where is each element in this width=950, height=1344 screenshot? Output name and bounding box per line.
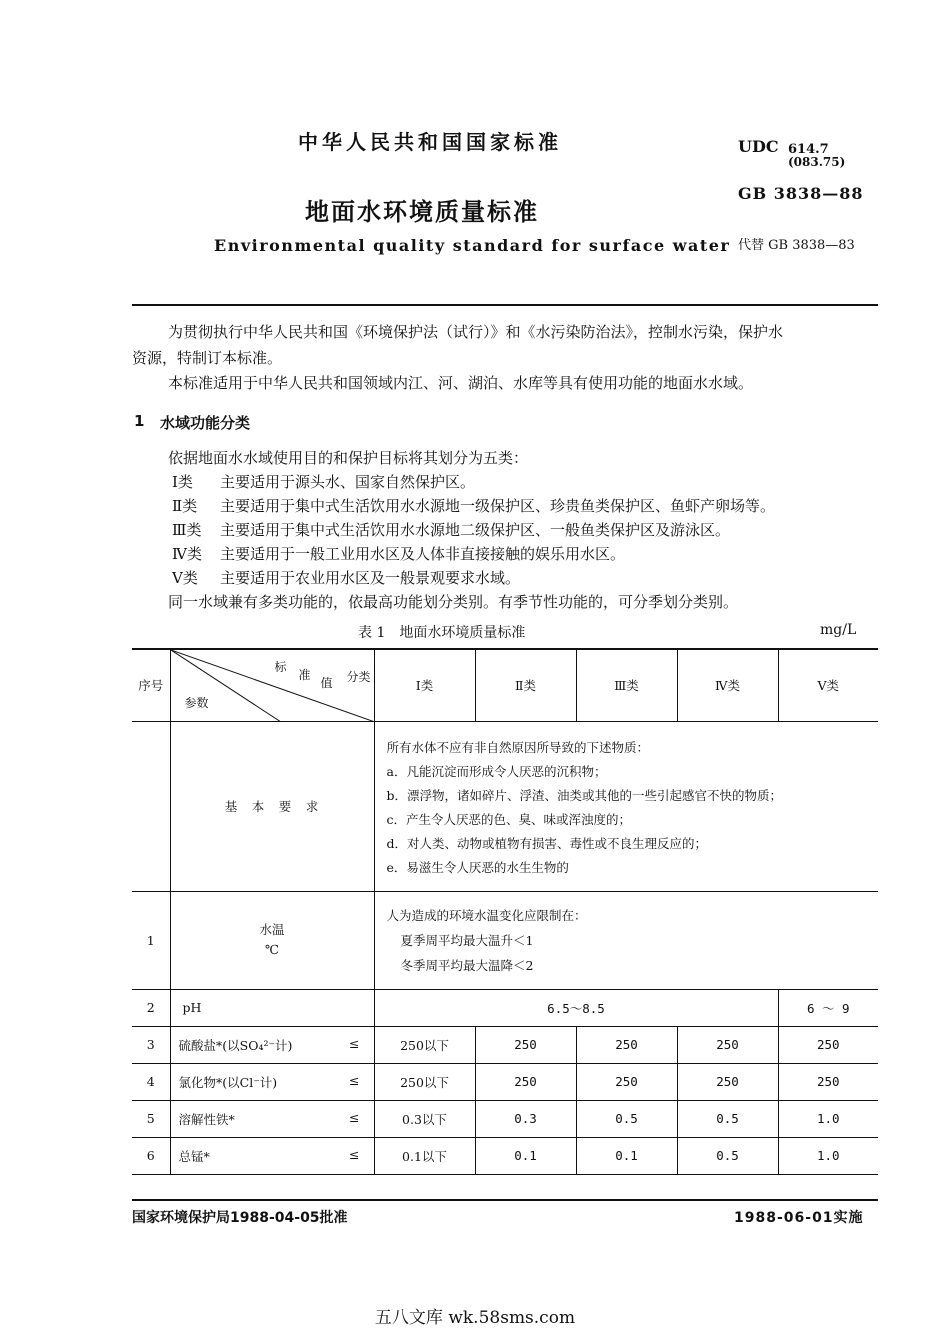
temp-lead: 人为造成的环境水温变化应限制在： [386, 907, 587, 923]
section-title: 水域功能分类 [160, 414, 251, 432]
intro-paragraph-1: 为贯彻执行中华人民共和国《环境保护法（试行）》和《水污染防治法》，控制水污染，保护水 [168, 323, 784, 341]
row-value: 1.0 [778, 1137, 878, 1174]
table-header-row [132, 649, 878, 721]
table-row [132, 1137, 878, 1174]
temp-description [374, 891, 878, 989]
approval-note: 国家环境保护局1988-04-05批准 [132, 1210, 348, 1226]
basic-item: e．易滋生令人厌恶的水生生物的 [386, 859, 569, 875]
table-row [132, 1026, 878, 1063]
diag-std2: 准 [298, 668, 311, 682]
row-value: 250以下 [374, 1063, 475, 1100]
diag-val: 值 [320, 676, 333, 690]
basic-item: c．产生令人厌恶的色、臭、味或浑浊度的； [386, 811, 632, 827]
row-value: 0.3以下 [374, 1100, 475, 1137]
header-class-5: Ⅴ类 [778, 649, 878, 721]
replaces-note: 代替 GB 3838—83 [738, 238, 855, 253]
class-label: Ⅱ类 [172, 497, 198, 515]
row-value: 0.5 [677, 1100, 778, 1137]
header-rule [132, 304, 878, 306]
class-text: 主要适用于集中式生活饮用水水源地一级保护区、珍贵鱼类保护区、鱼虾产卵场等。 [220, 497, 776, 515]
ph-seq: 2 [132, 989, 170, 1026]
row-op: ≤ [349, 1072, 360, 1088]
row-value: 0.1 [576, 1137, 677, 1174]
row-value: 250 [677, 1063, 778, 1100]
water-quality-table [132, 648, 878, 1175]
udc-sub: (083.75) [788, 155, 846, 169]
effective-date: 1988-06-01实施 [734, 1210, 864, 1226]
basic-item: d．对人类、动物或植物有损害、毒性或不良生理反应的； [386, 835, 708, 851]
row-param-cell [170, 1100, 374, 1137]
intro-paragraph-1-cont: 资源，特制订本标准。 [132, 349, 283, 367]
header-class-1: Ⅰ类 [374, 649, 475, 721]
row-value: 250 [778, 1063, 878, 1100]
ph-row [132, 989, 878, 1026]
class-label: Ⅲ类 [172, 521, 202, 539]
row-value: 0.5 [576, 1100, 677, 1137]
row-op: ≤ [349, 1109, 360, 1125]
udc-label: UDC [738, 137, 779, 156]
row-param: 总锰* [178, 1148, 210, 1164]
row-param-cell [170, 1137, 374, 1174]
row-value: 250 [475, 1026, 576, 1063]
class-label: Ⅳ类 [172, 545, 202, 563]
row-value: 0.1以下 [374, 1137, 475, 1174]
section-number: 1 [134, 412, 145, 430]
diagonal-lines [171, 650, 375, 722]
basic-lead: 所有水体不应有非自然原因所导致的下述物质： [386, 739, 650, 755]
row-param-cell [170, 1063, 374, 1100]
ph-range-1-4: 6.5～8.5 [374, 989, 778, 1026]
row-value: 250 [677, 1026, 778, 1063]
basic-item: a．凡能沉淀而形成令人厌恶的沉积物； [386, 763, 607, 779]
table-row [132, 1063, 878, 1100]
intro-paragraph-2: 本标准适用于中华人民共和国领域内江、河、湖泊、水库等具有使用功能的地面水水域。 [168, 374, 754, 392]
row-value: 250 [576, 1026, 677, 1063]
row-seq: 3 [132, 1026, 170, 1063]
diag-std: 标 [274, 660, 287, 674]
row-value: 1.0 [778, 1100, 878, 1137]
section-note: 同一水域兼有多类功能的，依最高功能划分类别。有季节性功能的，可分季划分类别。 [168, 593, 739, 611]
row-param: 硫酸盐*(以SO₄²⁻计) [178, 1037, 293, 1053]
section-lead: 依据地面水水域使用目的和保护目标将其划分为五类： [168, 449, 529, 467]
header-seq: 序号 [132, 649, 170, 721]
row-op: ≤ [349, 1146, 360, 1162]
diag-class: 分类 [346, 670, 371, 684]
class-text: 主要适用于一般工业用水区及人体非直接接触的娱乐用水区。 [220, 545, 626, 563]
table-row [132, 1100, 878, 1137]
row-param-cell [170, 1026, 374, 1063]
row-value: 250 [778, 1026, 878, 1063]
basic-requirements-list [374, 721, 878, 891]
table-caption: 表 1 地面水环境质量标准 [358, 625, 526, 641]
watermark-text: 五八文库 wk.58sms.com [374, 1308, 576, 1328]
class-text: 主要适用于源头水、国家自然保护区。 [220, 473, 476, 491]
gb-number: GB 3838—88 [738, 184, 864, 203]
temperature-row [132, 891, 878, 989]
row-param: 溶解性铁* [178, 1111, 235, 1127]
row-op: ≤ [349, 1035, 360, 1051]
document-title-en: Environmental quality standard for surface water [214, 236, 731, 255]
ph-param: pH [170, 989, 374, 1026]
row-value: 250以下 [374, 1026, 475, 1063]
diag-param: 参数 [184, 696, 209, 710]
row-value: 250 [576, 1063, 677, 1100]
basic-requirements-label: 基 本 要 求 [170, 721, 374, 891]
basic-item: b．漂浮物，诸如碎片、浮渣、油类或其他的一些引起感官不快的物质； [386, 787, 783, 803]
row-value: 0.5 [677, 1137, 778, 1174]
ph-range-5: 6 ～ 9 [778, 989, 878, 1026]
temp-winter: 冬季周平均最大温降＜2 [400, 957, 534, 973]
row-value: 250 [475, 1063, 576, 1100]
class-text: 主要适用于农业用水区及一般景观要求水域。 [220, 569, 521, 587]
class-label: Ⅰ类 [172, 473, 193, 491]
basic-requirements-row [132, 721, 878, 891]
header-class-3: Ⅲ类 [576, 649, 677, 721]
row-value: 0.1 [475, 1137, 576, 1174]
row-param: 氯化物*(以Cl⁻计) [178, 1074, 278, 1090]
row-seq: 4 [132, 1063, 170, 1100]
udc-code: 614.7 [788, 142, 829, 157]
temp-param-unit: ℃ [265, 942, 279, 957]
class-label: Ⅴ类 [172, 569, 198, 587]
class-text: 主要适用于集中式生活饮用水水源地二级保护区、一般鱼类保护区及游泳区。 [220, 521, 731, 539]
temp-seq: 1 [132, 891, 170, 989]
temp-param [170, 891, 374, 989]
row-value: 0.3 [475, 1100, 576, 1137]
national-standard-title: 中华人民共和国国家标准 [298, 130, 562, 154]
row-seq: 6 [132, 1137, 170, 1174]
table-unit: mg/L [820, 622, 857, 638]
header-diagonal-cell [170, 649, 374, 721]
temp-param-name: 水温 [259, 922, 285, 937]
header-class-4: Ⅳ类 [677, 649, 778, 721]
temp-summer: 夏季周平均最大温升＜1 [400, 932, 534, 948]
row-seq: 5 [132, 1100, 170, 1137]
document-title-cn: 地面水环境质量标准 [305, 198, 539, 226]
header-class-2: Ⅱ类 [475, 649, 576, 721]
footer-rule [132, 1199, 878, 1201]
